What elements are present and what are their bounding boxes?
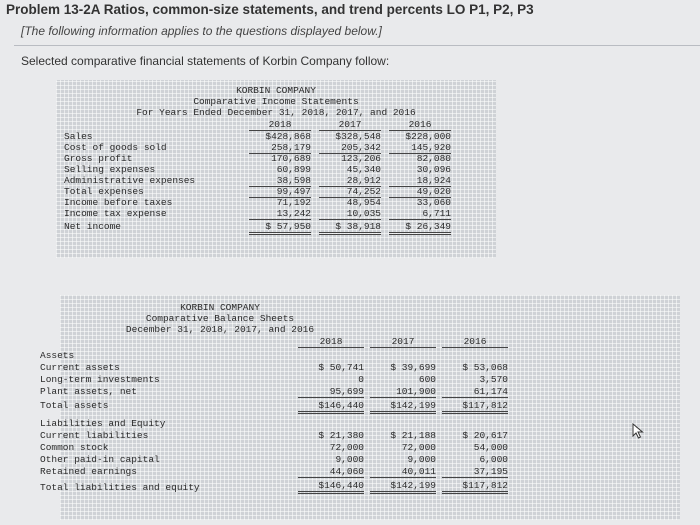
income-row-value: 18,924 bbox=[389, 176, 451, 187]
balance-sheet-period: December 31, 2018, 2017, and 2016 bbox=[125, 324, 315, 335]
income-row-value: $328,548 bbox=[335, 131, 381, 142]
income-company-name: KORBIN COMPANY bbox=[236, 85, 316, 96]
income-row-label: Income before taxes bbox=[64, 197, 173, 208]
liability-row-label: Current liabilities bbox=[40, 430, 149, 441]
liability-row-value: 6,000 bbox=[479, 454, 508, 465]
asset-row-label: Plant assets, net bbox=[40, 386, 137, 397]
income-row-value: 123,206 bbox=[341, 153, 381, 164]
liability-row-value: 72,000 bbox=[329, 442, 364, 453]
asset-row-value: $ 53,068 bbox=[462, 362, 508, 373]
income-row-value: 60,899 bbox=[276, 164, 311, 175]
income-statement-title: Comparative Income Statements bbox=[193, 96, 359, 107]
income-row-value: 6,711 bbox=[389, 209, 451, 220]
liability-row-label: Common stock bbox=[40, 442, 109, 453]
income-row-value: 30,096 bbox=[416, 164, 451, 175]
income-row-value: 71,192 bbox=[276, 197, 311, 208]
liability-row-value: 9,000 bbox=[335, 454, 364, 465]
income-row-value: 48,954 bbox=[346, 197, 381, 208]
income-row-value: 28,912 bbox=[319, 176, 381, 187]
asset-row-value: $142,199 bbox=[370, 401, 436, 414]
income-year-2018: 2018 bbox=[249, 120, 311, 131]
income-row-value: $ 57,950 bbox=[249, 222, 311, 235]
problem-intro: Selected comparative financial statements of Korbin Company follow: bbox=[21, 54, 390, 68]
section-divider bbox=[14, 45, 700, 46]
balance-year-2017: 2017 bbox=[370, 337, 436, 348]
balance-year-2018: 2018 bbox=[298, 337, 364, 348]
income-row-label: Cost of goods sold bbox=[64, 142, 167, 153]
income-row-value: 49,020 bbox=[389, 187, 451, 198]
liability-row-value: $ 21,188 bbox=[390, 430, 436, 441]
asset-row-label: Total assets bbox=[40, 400, 109, 411]
liabilities-section-heading: Liabilities and Equity bbox=[40, 418, 166, 429]
liability-row-value: $117,812 bbox=[442, 481, 508, 494]
liability-row-label: Other paid-in capital bbox=[40, 454, 160, 465]
income-statement-table bbox=[56, 80, 496, 258]
asset-row-value: 600 bbox=[418, 374, 436, 385]
asset-row-label: Current assets bbox=[40, 362, 120, 373]
liability-row-value: $ 20,617 bbox=[462, 430, 508, 441]
income-row-value: 145,920 bbox=[389, 143, 451, 154]
assets-section-heading: Assets bbox=[40, 350, 75, 361]
liability-row-value: 44,060 bbox=[298, 467, 364, 478]
income-row-value: $ 38,918 bbox=[319, 222, 381, 235]
income-row-value: 170,689 bbox=[271, 153, 311, 164]
income-row-value: 258,179 bbox=[249, 143, 311, 154]
asset-row-value: $ 50,741 bbox=[318, 362, 364, 373]
income-row-value: 82,080 bbox=[416, 153, 451, 164]
income-row-value: $428,868 bbox=[265, 131, 311, 142]
balance-year-2016: 2016 bbox=[442, 337, 508, 348]
income-statement-period: For Years Ended December 31, 2018, 2017, and 2016 bbox=[136, 107, 416, 118]
income-row-value: 33,060 bbox=[416, 197, 451, 208]
income-row-label: Gross profit bbox=[64, 153, 133, 164]
asset-row-value: 3,570 bbox=[479, 374, 508, 385]
income-row-value: $228,000 bbox=[405, 131, 451, 142]
asset-row-value: 61,174 bbox=[442, 387, 508, 398]
balance-sheet-table bbox=[40, 295, 680, 520]
income-row-value: 74,252 bbox=[319, 187, 381, 198]
income-row-label: Administrative expenses bbox=[64, 175, 196, 186]
asset-row-value: 101,900 bbox=[370, 387, 436, 398]
liability-row-value: $142,199 bbox=[370, 481, 436, 494]
income-row-value: 205,342 bbox=[319, 143, 381, 154]
income-row-label: Net income bbox=[64, 221, 122, 232]
asset-row-value: $117,812 bbox=[442, 401, 508, 414]
balance-company-name: KORBIN COMPANY bbox=[180, 302, 260, 313]
asset-row-value: $ 39,699 bbox=[390, 362, 436, 373]
income-row-label: Income tax expense bbox=[64, 208, 167, 219]
liability-row-value: 54,000 bbox=[473, 442, 508, 453]
liability-row-value: 37,195 bbox=[442, 467, 508, 478]
income-row-label: Selling expenses bbox=[64, 164, 156, 175]
asset-row-value: $146,440 bbox=[298, 401, 364, 414]
liability-row-label: Total liabilities and equity bbox=[40, 482, 200, 493]
income-row-value: 38,598 bbox=[249, 176, 311, 187]
income-row-value: $ 26,349 bbox=[389, 222, 451, 235]
liability-row-value: 9,000 bbox=[407, 454, 436, 465]
income-year-2016: 2016 bbox=[389, 120, 451, 131]
mouse-cursor-icon bbox=[632, 423, 646, 439]
income-row-value: 99,497 bbox=[249, 187, 311, 198]
income-year-2017: 2017 bbox=[319, 120, 381, 131]
liability-row-value: 72,000 bbox=[401, 442, 436, 453]
asset-row-label: Long-term investments bbox=[40, 374, 160, 385]
income-row-value: 45,340 bbox=[346, 164, 381, 175]
asset-row-value: 95,699 bbox=[298, 387, 364, 398]
problem-title: Problem 13-2A Ratios, common-size statements, and trend percents LO P1, P2, P3 bbox=[6, 2, 534, 17]
liability-row-value: 40,011 bbox=[370, 467, 436, 478]
asset-row-value: 0 bbox=[358, 374, 364, 385]
liability-row-label: Retained earnings bbox=[40, 466, 137, 477]
problem-instruction: [The following information applies to the questions displayed below.] bbox=[21, 24, 382, 38]
income-row-label: Total expenses bbox=[64, 186, 144, 197]
income-row-value: 13,242 bbox=[249, 209, 311, 220]
income-row-label: Sales bbox=[64, 131, 93, 142]
liability-row-value: $146,440 bbox=[298, 481, 364, 494]
liability-row-value: $ 21,380 bbox=[318, 430, 364, 441]
income-row-value: 10,035 bbox=[319, 209, 381, 220]
balance-sheet-title: Comparative Balance Sheets bbox=[145, 313, 295, 324]
